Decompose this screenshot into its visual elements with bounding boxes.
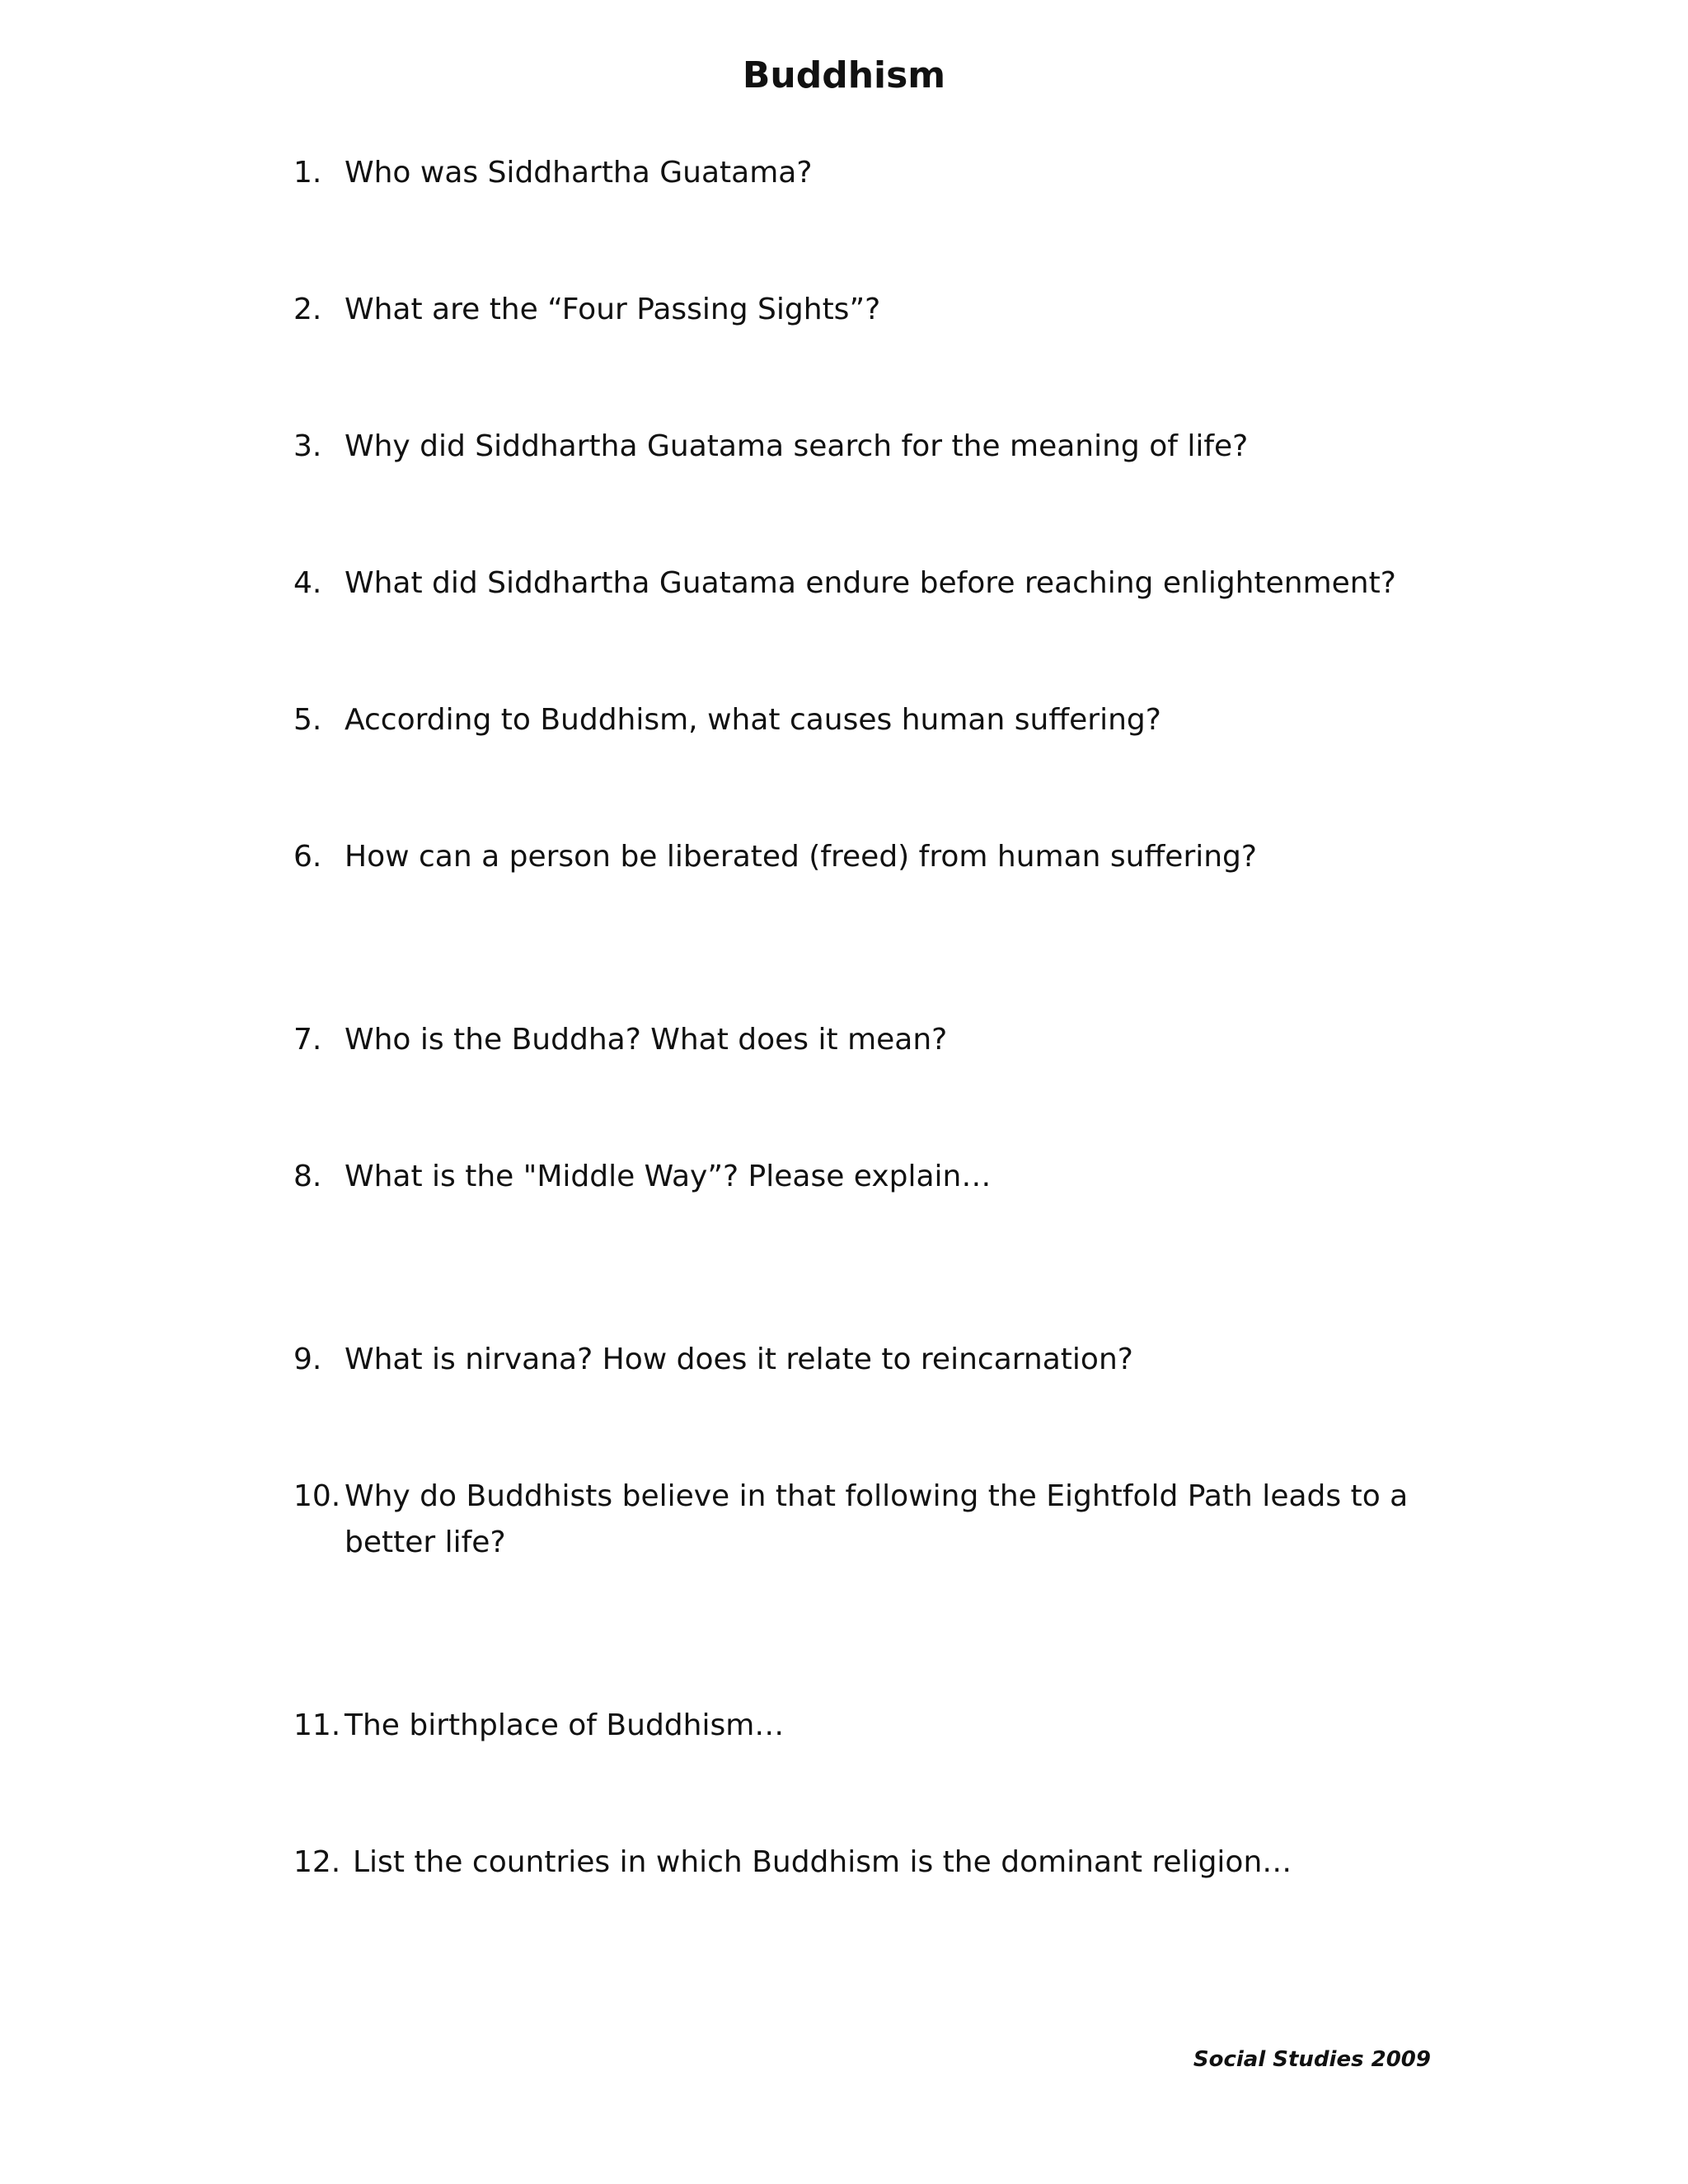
question-text: Why did Siddhartha Guatama search for the meaning of life?	[345, 429, 1249, 463]
footer-course-label: Social Studies 2009	[1193, 2047, 1431, 2072]
question-number: 6.	[293, 840, 322, 874]
question-text: Why do Buddhists believe in that following the Eightfold Path leads to a better life?	[345, 1479, 1409, 1559]
question-text: Who is the Buddha? What does it mean?	[345, 1023, 948, 1057]
question-item	[293, 1337, 1447, 1383]
question-number: 9.	[293, 1343, 322, 1376]
question-number: 10.	[293, 1479, 341, 1513]
question-number: 2.	[293, 293, 322, 326]
question-text: What is nirvana? How does it relate to reincarnation?	[345, 1343, 1133, 1376]
question-item	[293, 287, 1447, 333]
question-item	[293, 1154, 1447, 1200]
question-item	[293, 1474, 1447, 1566]
question-number: 4.	[293, 566, 322, 600]
question-text: What are the “Four Passing Sights”?	[345, 293, 881, 326]
question-text: What is the "Middle Way”? Please explain…	[345, 1160, 992, 1193]
question-number: 1.	[293, 156, 322, 190]
question-item	[293, 150, 1447, 196]
question-item	[293, 424, 1447, 470]
question-number: 5.	[293, 703, 322, 737]
page-title: Buddhism	[742, 54, 946, 96]
question-number: 12.	[293, 1845, 341, 1879]
question-text: According to Buddhism, what causes human suffering?	[345, 703, 1161, 737]
question-item	[293, 1840, 1447, 1886]
question-item	[293, 697, 1447, 743]
question-item	[293, 834, 1447, 880]
question-text: The birthplace of Buddhism…	[345, 1708, 785, 1742]
question-number: 3.	[293, 429, 322, 463]
question-text: Who was Siddhartha Guatama?	[345, 156, 813, 190]
question-number: 7.	[293, 1023, 322, 1057]
question-number: 8.	[293, 1160, 322, 1193]
question-item	[293, 1703, 1447, 1749]
question-text: What did Siddhartha Guatama endure before reaching enlightenment?	[345, 566, 1396, 600]
question-item	[293, 560, 1447, 607]
question-number: 11.	[293, 1708, 341, 1742]
question-item	[293, 1017, 1447, 1063]
question-text: How can a person be liberated (freed) from human suffering?	[345, 840, 1258, 874]
question-text: List the countries in which Buddhism is the dominant religion…	[353, 1845, 1292, 1879]
